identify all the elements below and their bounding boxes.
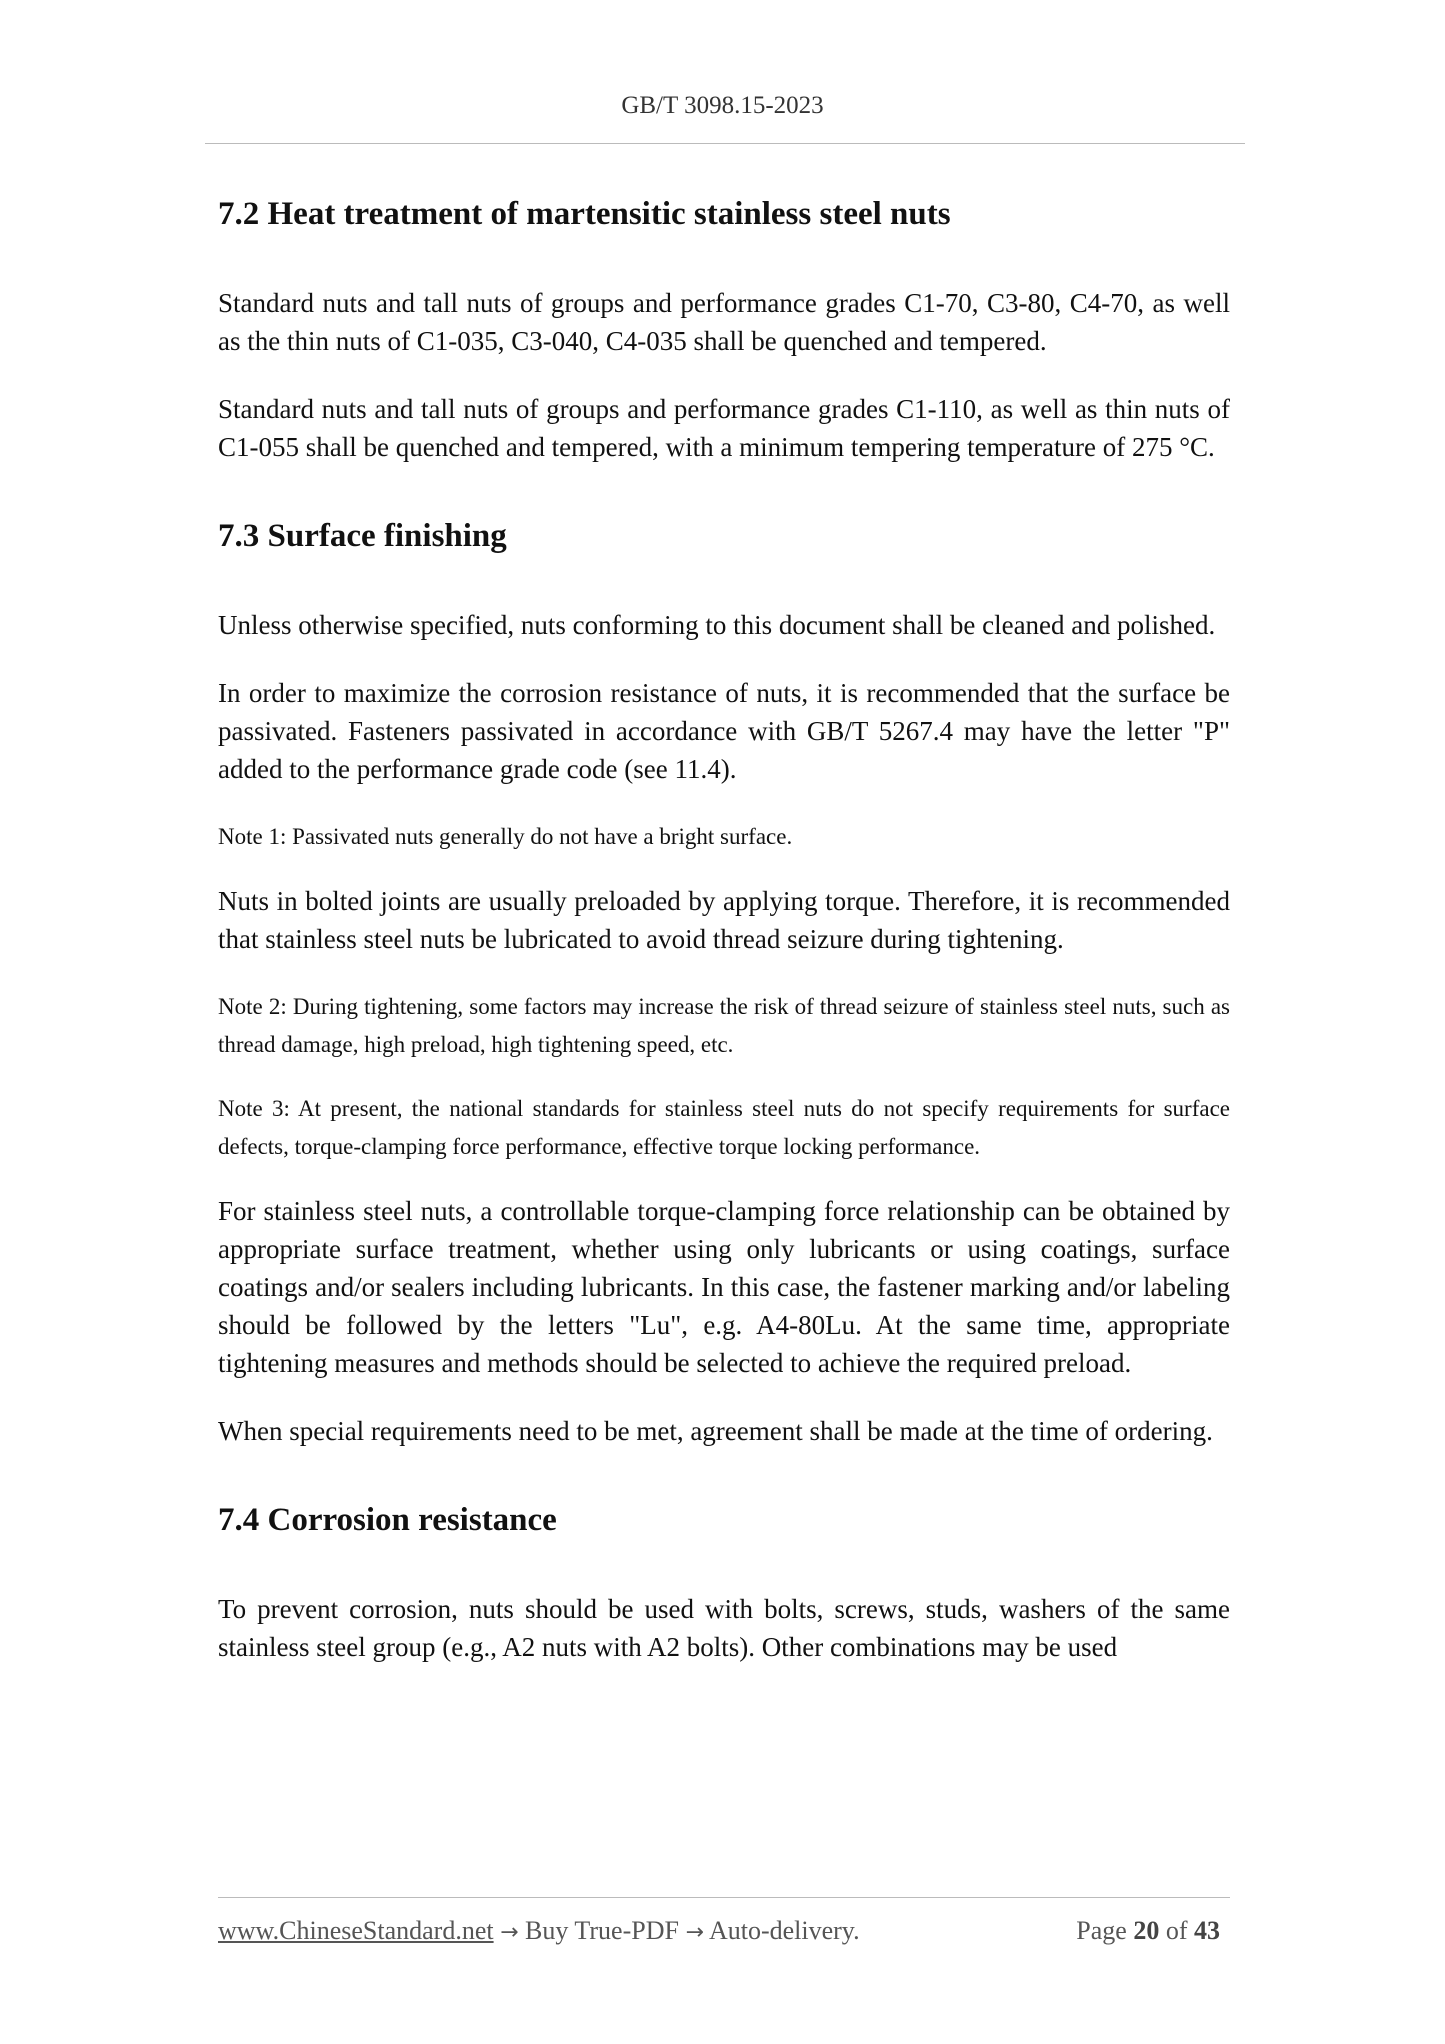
section-7-4-paragraph-1: To prevent corrosion, nuts should be used with bolts, screws, studs, washers of the same stainless steel group (e.g., A2 nuts with A2 bolts). Other combinations may be used xyxy=(218,1594,1230,1662)
buy-true-pdf-text: Buy True-PDF xyxy=(525,1916,679,1945)
section-7-3-paragraph-2: In order to maximize the corrosion resistance of nuts, it is recommended that the surface be passivated. Fasteners passivated in accordance with GB/T 5267.4 may have the letter "P" added to the performance grade code (see 11.4). xyxy=(218,678,1230,784)
note-3: Note 3: At present, the national standards for stainless steel nuts do not specify requirements for surface defects, torque-clamping force performance, effective torque locking performance. xyxy=(218,1096,1230,1159)
page-label: Page xyxy=(1076,1916,1127,1945)
section-7-3-paragraph-4: For stainless steel nuts, a controllable torque-clamping force relationship can be obtained by appropriate surface treatment, whether using only lubricants or using coatings, surface coatings and/or sealers including lubricants. In this case, the fastener marking and/or labeling should be followed by the letters "Lu", e.g. A4-80Lu. At the same time, appropriate tightening measures and methods should be selected to achieve the required preload. xyxy=(218,1196,1230,1378)
footer-promo xyxy=(218,1916,860,1946)
arrow-right-icon: → xyxy=(685,1920,704,1945)
section-7-3-paragraph-1: Unless otherwise specified, nuts conforming to this document shall be cleaned and polished. xyxy=(218,610,1216,640)
note-1: Note 1: Passivated nuts generally do not have a bright surface. xyxy=(218,824,793,849)
page-number: 20 xyxy=(1133,1916,1160,1945)
section-7-2-paragraph-1: Standard nuts and tall nuts of groups and performance grades C1-70, C3-80, C4-70, as well as the thin nuts of C1-035, C3-040, C4-035 shall be quenched and tempered. xyxy=(218,288,1230,356)
page-indicator xyxy=(1076,1916,1220,1946)
auto-delivery-text: Auto-delivery. xyxy=(708,1916,860,1945)
header-divider xyxy=(205,143,1245,144)
section-7-2-paragraph-2: Standard nuts and tall nuts of groups and performance grades C1-110, as well as thin nuts of C1-055 shall be quenched and tempered, with a minimum tempering temperature of 275 °C. xyxy=(218,394,1230,462)
page-content xyxy=(218,192,1230,1696)
arrow-right-icon: → xyxy=(500,1920,519,1945)
website-link[interactable]: www.ChineseStandard.net xyxy=(218,1916,494,1945)
page-total: 43 xyxy=(1194,1916,1220,1945)
section-7-2-heading: 7.2 Heat treatment of martensitic stainless steel nuts xyxy=(218,196,951,232)
section-7-3-paragraph-3: Nuts in bolted joints are usually preloaded by applying torque. Therefore, it is recommended that stainless steel nuts be lubricated to avoid thread seizure during tightening. xyxy=(218,886,1230,954)
section-7-4-heading: 7.4 Corrosion resistance xyxy=(218,1502,557,1538)
note-2: Note 2: During tightening, some factors may increase the risk of thread seizure of stainless steel nuts, such as thread damage, high preload, high tightening speed, etc. xyxy=(218,994,1230,1057)
of-label: of xyxy=(1165,1916,1188,1945)
footer-divider xyxy=(218,1897,1230,1898)
section-7-3-heading: 7.3 Surface finishing xyxy=(218,518,507,554)
document-header: GB/T 3098.15-2023 xyxy=(621,92,824,119)
section-7-3-paragraph-5: When special requirements need to be met, agreement shall be made at the time of ordering. xyxy=(218,1416,1213,1446)
